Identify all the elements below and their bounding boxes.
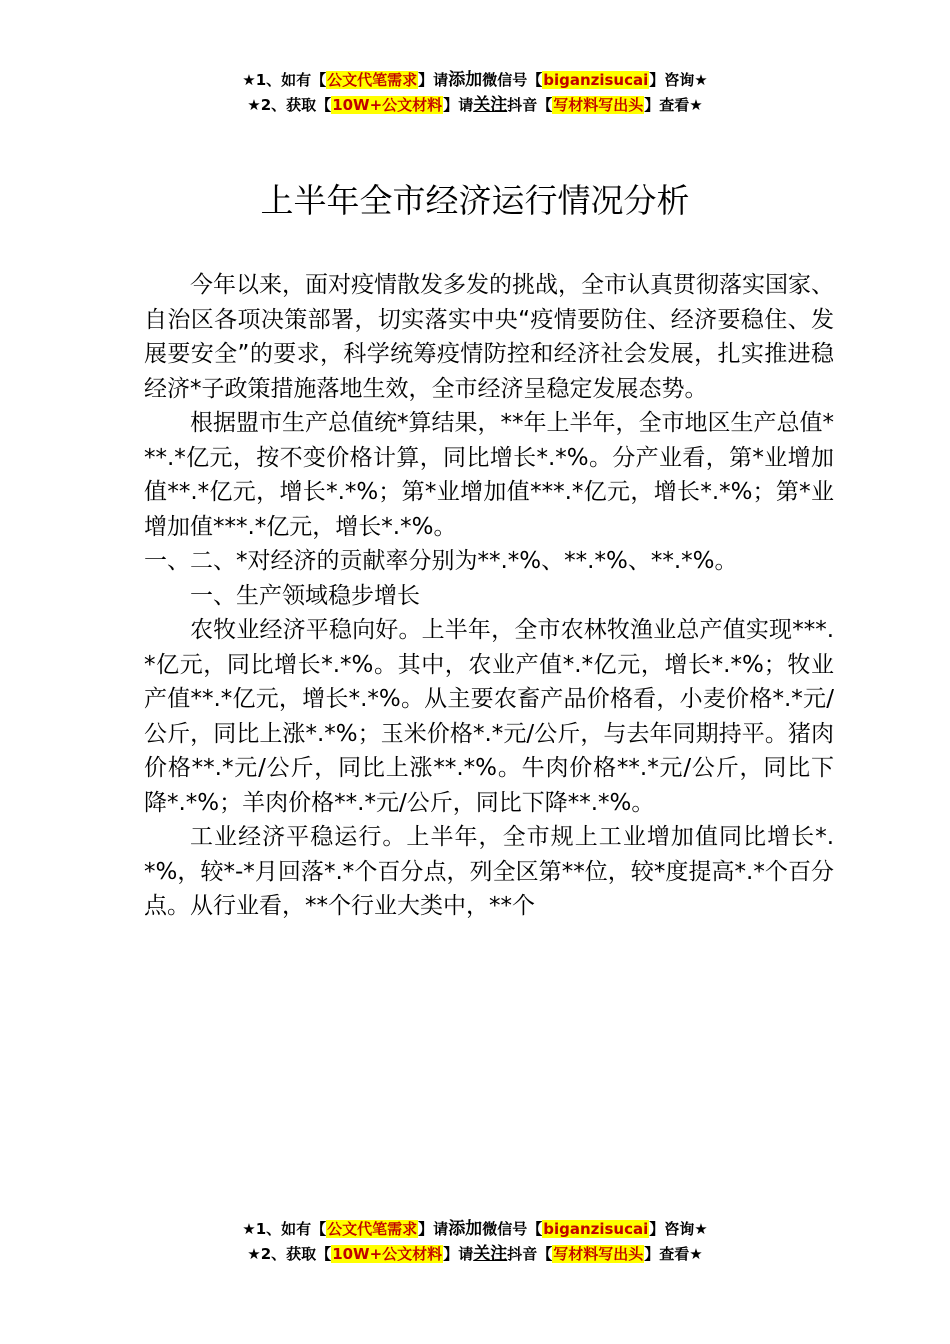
highlight-text: 公文代笔需求: [327, 1220, 418, 1238]
paragraph: 工业经济平稳运行。上半年，全市规上工业增加值同比增长*.*%，较*-*月回落*.*个百分点，列全区第**位，较*度提高*.*个百分点。从行业看，**个行业大类中，**个: [144, 824, 834, 919]
banner-text: ★1、如有【: [242, 71, 327, 89]
banner-line-1: [0, 68, 950, 93]
banner-text: 】查看★: [644, 96, 703, 114]
banner-text: ★2、获取【: [247, 1245, 332, 1263]
emphasis-text: 添加: [448, 1219, 483, 1239]
banner-line-2: [0, 1242, 950, 1267]
banner-line-1: [0, 1217, 950, 1242]
emphasis-text: 关注: [473, 95, 508, 115]
emphasis-text: 添加: [448, 70, 483, 90]
emphasis-text: 关注: [473, 1244, 508, 1264]
wechat-id: biganzisucai: [543, 1220, 649, 1238]
banner-text: 抖音【: [507, 96, 553, 114]
banner-text: 】请: [443, 96, 474, 114]
banner-text: ★2、获取【: [247, 96, 332, 114]
paragraph: 今年以来，面对疫情散发多发的挑战，全市认真贯彻落实国家、自治区各项决策部署，切实落实中央“疫情要防住、经济要稳住、发展要安全”的要求，科学统筹疫情防控和经济社会发展，扎实推进稳经济*子政策措施落地生效，全市经济呈稳定发展态势。: [144, 272, 834, 402]
banner-text: 抖音【: [507, 1245, 553, 1263]
banner-text: 】请: [418, 1220, 449, 1238]
banner-text: ★1、如有【: [242, 1220, 327, 1238]
wechat-id: biganzisucai: [543, 71, 649, 89]
paragraph: 农牧业经济平稳向好。上半年，全市农林牧渔业总产值实现***.*亿元，同比增长*.*%。其中，农业产值*.*亿元，增长*.*%；牧业产值**.*亿元，增长*.*%。从主要农畜产品价格看，小麦价格*.*元/公斤，同比上涨*.*%；玉米价格*.*元/公斤，与去年同期持平。猪肉价格**.*元/公斤，同比上涨**.*%。牛肉价格**.*元/公斤，同比下降*.*%；羊肉价格**.*元/公斤，同比下降**.*%。: [144, 617, 834, 816]
footer-banner: [0, 1217, 950, 1267]
banner-line-2: [0, 93, 950, 118]
highlight-text: 10W+公文材料: [332, 1245, 443, 1263]
banner-text: 】咨询★: [649, 1220, 708, 1238]
section-heading: 一、生产领域稳步增长: [190, 582, 420, 609]
banner-text: 微信号【: [482, 71, 543, 89]
highlight-text: 10W+公文材料: [332, 96, 443, 114]
banner-text: 】咨询★: [649, 71, 708, 89]
banner-text: 】查看★: [644, 1245, 703, 1263]
banner-text: 】请: [443, 1245, 474, 1263]
paragraph: 一、二、*对经济的贡献率分别为**.*%、**.*%、**.*%。: [144, 548, 738, 574]
douyin-id: 写材料写出头: [553, 96, 644, 114]
highlight-text: 公文代笔需求: [327, 71, 418, 89]
banner-text: 】请: [418, 71, 449, 89]
douyin-id: 写材料写出头: [553, 1245, 644, 1263]
document-title: 上半年全市经济运行情况分析: [260, 181, 690, 220]
paragraph: 根据盟市生产总值统*算结果，**年上半年，全市地区生产总值***.*亿元，按不变价格计算，同比增长*.*%。分产业看，第*业增加值**.*亿元，增长*.*%；第*业增加值***.*亿元，增长*.*%；第*业增加值***.*亿元，增长*.*%。: [144, 410, 834, 540]
banner-text: 微信号【: [482, 1220, 543, 1238]
document-body: [144, 268, 834, 924]
header-banner: [0, 68, 950, 118]
